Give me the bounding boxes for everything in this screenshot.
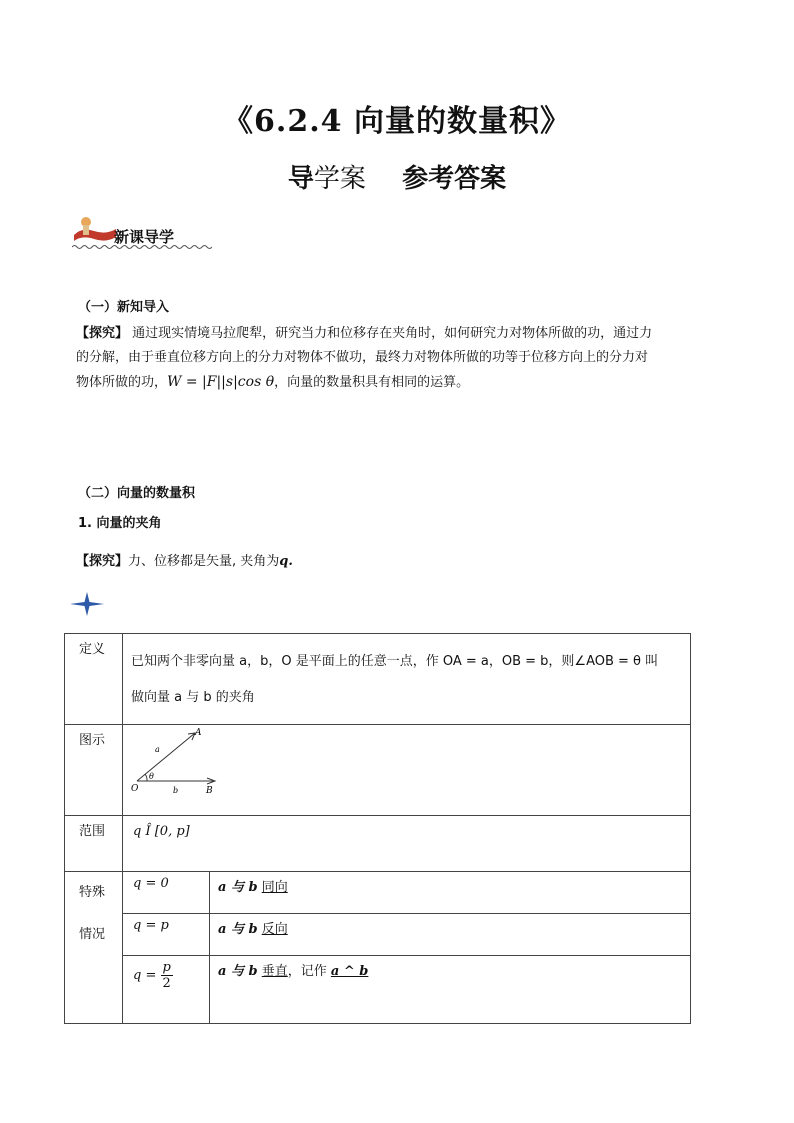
part1-paragraph bbox=[76, 322, 736, 395]
range-value: q Î [0, p] bbox=[133, 824, 190, 839]
section-title: 新课导学 bbox=[114, 228, 175, 246]
angle-diagram bbox=[123, 725, 243, 805]
part1-label: 【探究】 bbox=[76, 326, 129, 341]
vector-a-label: a bbox=[155, 745, 160, 754]
point-b: B bbox=[206, 786, 213, 796]
part1-line1: 【探究】 通过现实情境马拉爬犁，研究当力和位移存在夹角时，如何研究力对物体所做的功，通过力 bbox=[76, 326, 653, 341]
subtitle-part1: 导 bbox=[287, 164, 314, 194]
special-cond-3: q = $\frac{p}{2}$ bbox=[123, 956, 210, 1024]
special-label: 特殊 情况 bbox=[65, 872, 123, 1024]
wavy-underline bbox=[72, 244, 212, 250]
part2-subheading: 1. 向量的夹角 bbox=[78, 516, 162, 531]
figure-cell bbox=[123, 725, 691, 816]
subtitle-part2: 学案 bbox=[313, 164, 366, 194]
range-label: 范围 bbox=[65, 816, 123, 872]
special-desc-3: a 与 b 垂直，记作 a ^ b bbox=[210, 956, 691, 1024]
special-cond-2: q = p bbox=[123, 914, 210, 956]
fraction-pi-over-2: $\frac{p}{2}$ bbox=[162, 960, 171, 991]
figure-label: 图示 bbox=[65, 725, 123, 816]
part1-line2: 的分解，由于垂直位移方向上的分力对物体不做功，最终力对物体所做的功等于位移方向上的分力对 bbox=[76, 350, 649, 365]
star-decoration-icon bbox=[70, 592, 104, 616]
part2-label: 【探究】 bbox=[76, 554, 129, 569]
work-formula: W = |F||s|cos θ bbox=[167, 374, 275, 390]
point-a: A bbox=[195, 728, 202, 738]
document-subtitle bbox=[0, 158, 794, 195]
special-desc-1: a 与 b 同向 bbox=[210, 872, 691, 914]
angle-table bbox=[64, 633, 691, 1024]
part2-explore: 【探究】力、位移都是矢量, 夹角为q. bbox=[76, 554, 293, 569]
document-title: 《6.2.4 向量的数量积》 bbox=[223, 104, 571, 139]
definition-line2: 做向量 a 与 b 的夹角 bbox=[131, 690, 255, 705]
special-cond-1: q = 0 bbox=[123, 872, 210, 914]
subtitle-part3: 参考答案 bbox=[402, 164, 507, 194]
part2-heading: （二）向量的数量积 bbox=[78, 486, 196, 501]
definition-label: 定义 bbox=[65, 634, 123, 725]
vector-b-label: b bbox=[173, 786, 179, 795]
definition-line1: 已知两个非零向量 a，b，O 是平面上的任意一点，作 OA = a，OB = b，则∠AOB = θ 叫 bbox=[131, 654, 659, 669]
theta-label: θ bbox=[149, 772, 154, 781]
part1-line3: 物体所做的功，W = |F||s|cos θ，向量的数量积具有相同的运算。 bbox=[76, 374, 470, 390]
part1-heading: （一）新知导入 bbox=[78, 300, 170, 315]
definition-cell bbox=[123, 634, 691, 725]
special-desc-2: a 与 b 反向 bbox=[210, 914, 691, 956]
range-cell bbox=[123, 816, 691, 872]
point-o: O bbox=[131, 784, 139, 794]
